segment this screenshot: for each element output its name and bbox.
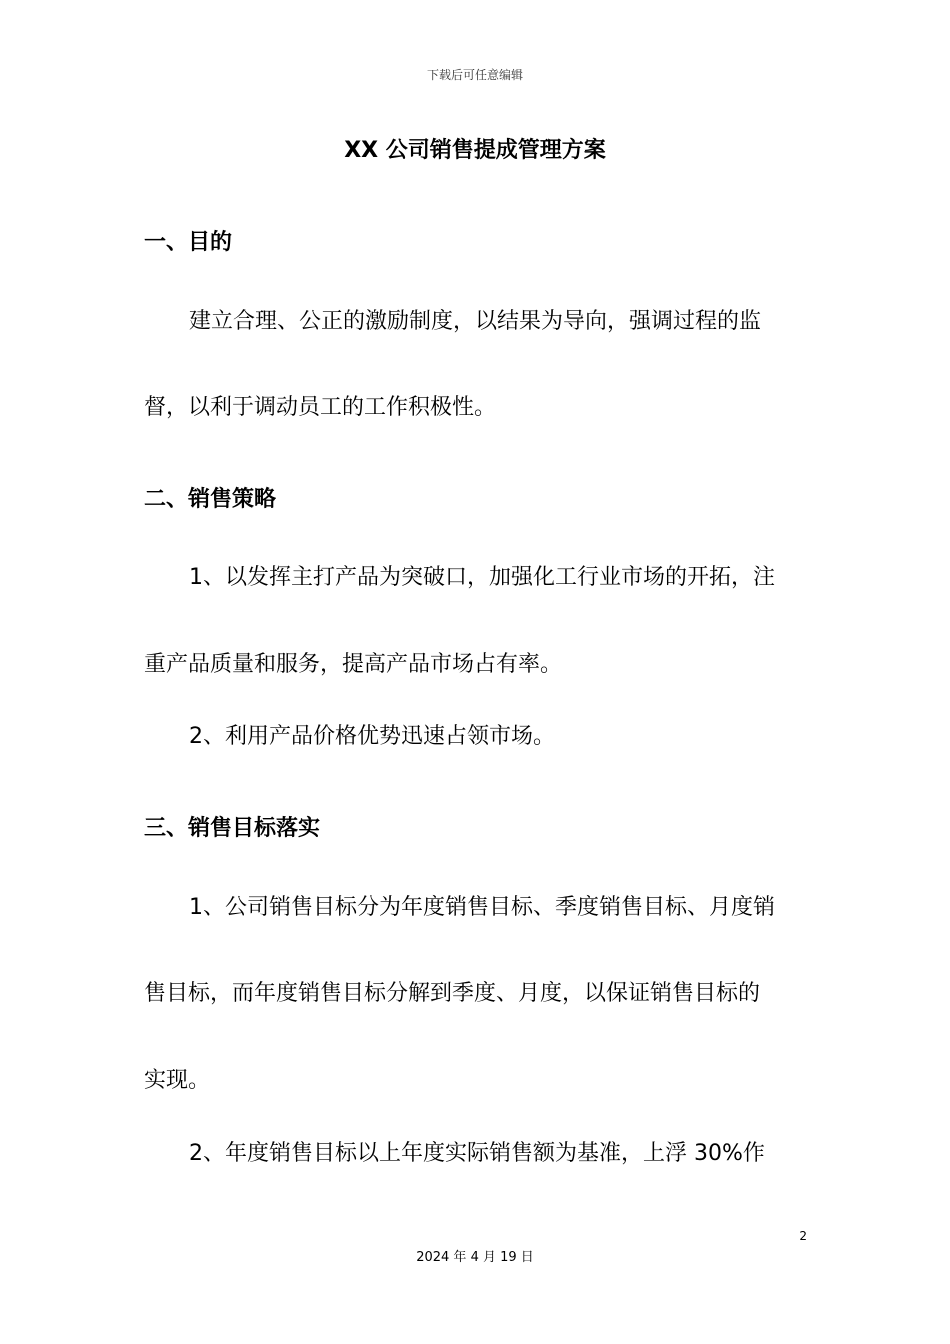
- section-heading-strategy: 二、销售策略: [144, 487, 277, 512]
- header-note: 下载后可任意编辑: [426, 68, 523, 82]
- paragraph-line: 督，以利于调动员工的工作积极性。: [144, 395, 497, 420]
- paragraph-line: 重产品质量和服务，提高产品市场占有率。: [144, 652, 563, 677]
- paragraph-line: 建立合理、公正的激励制度，以结果为导向，强调过程的监: [189, 309, 762, 334]
- paragraph-line: 1、以发挥主打产品为突破口，加强化工行业市场的开拓，注: [189, 565, 775, 590]
- section-heading-targets: 三、销售目标落实: [144, 816, 321, 841]
- section-heading-purpose: 一、目的: [144, 230, 233, 255]
- paragraph-line: 2、利用产品价格优势迅速占领市场。: [189, 724, 555, 749]
- page-number: 2: [799, 1229, 807, 1243]
- paragraph-line: 实现。: [144, 1068, 211, 1093]
- document-title: XX 公司销售提成管理方案: [344, 138, 606, 163]
- footer-date: 2024 年 4 月 19 日: [416, 1250, 534, 1265]
- paragraph-line: 1、公司销售目标分为年度销售目标、季度销售目标、月度销: [189, 895, 775, 920]
- paragraph-line: 售目标，而年度销售目标分解到季度、月度，以保证销售目标的: [144, 981, 761, 1006]
- paragraph-line: 2、年度销售目标以上年度实际销售额为基准，上浮 30%作: [189, 1141, 765, 1166]
